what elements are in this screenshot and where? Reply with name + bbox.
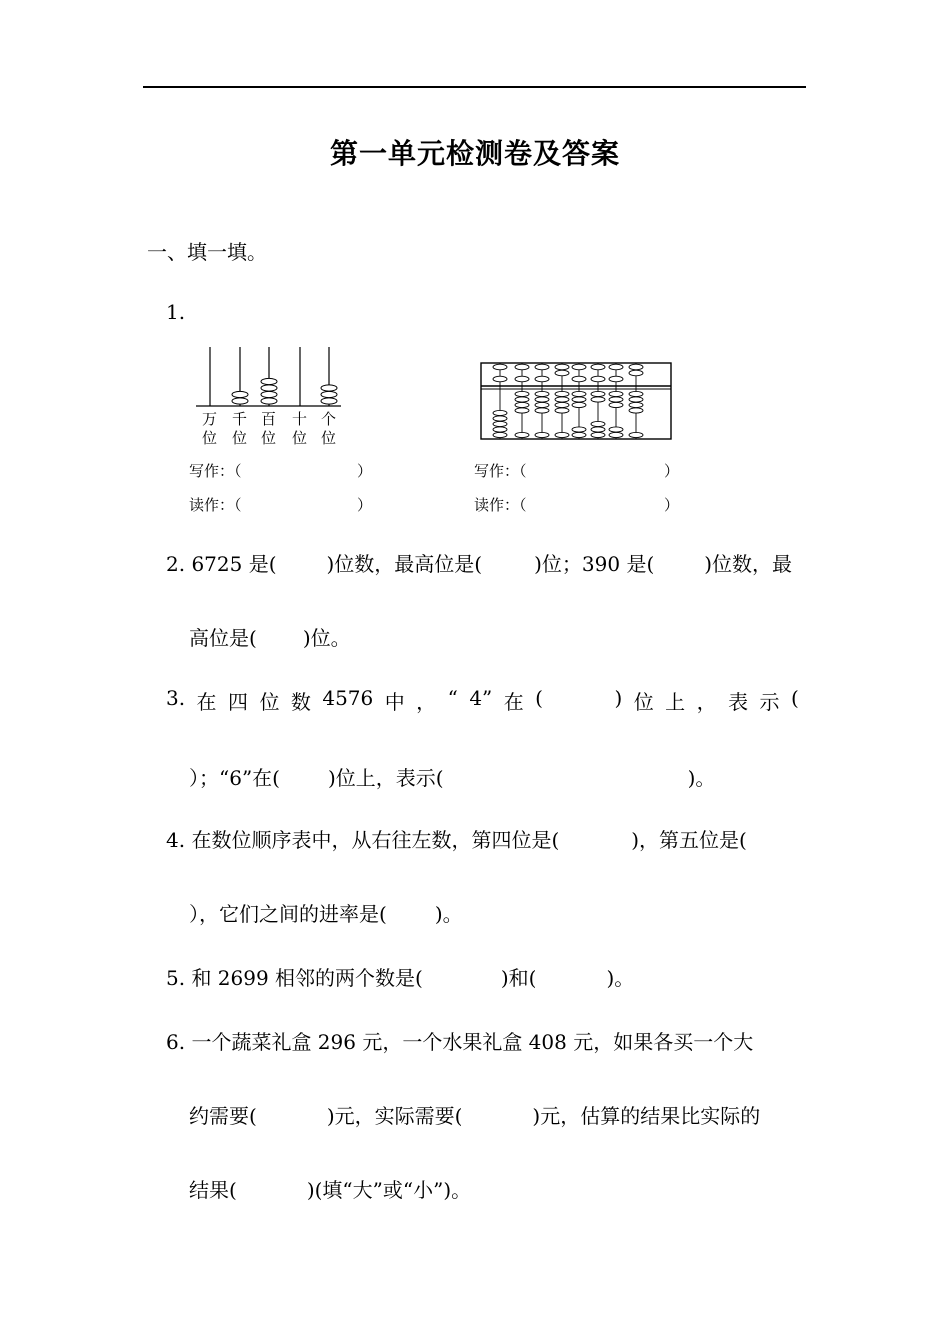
q3-token: 3. xyxy=(166,686,186,710)
abacus-bead xyxy=(591,376,605,382)
abacus-bead xyxy=(629,408,643,413)
read-close-right: ） xyxy=(664,496,680,514)
abacus-bead xyxy=(609,364,623,370)
abacus-bead xyxy=(572,391,586,396)
write-label-left: 写作：（ xyxy=(189,462,242,480)
q2-line2 xyxy=(189,622,351,651)
counter-bead xyxy=(321,391,337,397)
q6-text-a: 约需要( xyxy=(189,1104,257,1128)
q3-token: 在 xyxy=(196,690,217,714)
q5-text-a: 5. 和 2699 相邻的两个数是( xyxy=(166,966,423,990)
write-label-right: 写作：（ xyxy=(474,462,527,480)
q4-text-b: )，第五位是( xyxy=(631,828,747,852)
q2-line1 xyxy=(166,548,792,577)
q4-text-a: 4. 在数位顺序表中，从右往左数，第四位是( xyxy=(166,828,560,852)
abacus-bead xyxy=(535,364,549,370)
abacus-bead xyxy=(591,432,605,437)
abacus-bead xyxy=(591,391,605,396)
counter-sublabel: 位 xyxy=(202,429,218,447)
write-close-left: ） xyxy=(357,462,373,480)
counter-label: 万 xyxy=(202,410,218,428)
counter-bead xyxy=(232,398,248,404)
abacus-bead xyxy=(591,421,605,426)
abacus-bead xyxy=(535,432,549,437)
q3-token: ( xyxy=(790,686,799,710)
abacus-bead xyxy=(535,397,549,402)
abacus-bead xyxy=(572,397,586,402)
q3-token: 4” xyxy=(469,686,493,710)
abacus-bead xyxy=(629,432,643,437)
counter-bead xyxy=(261,385,277,391)
abacus-bead xyxy=(572,432,586,437)
q3-token: 位 xyxy=(633,690,654,714)
q6-text-d: 结果( xyxy=(189,1178,237,1202)
q3-token: 中 xyxy=(384,690,405,714)
abacus-bead xyxy=(629,370,643,376)
counter-label: 千 xyxy=(232,410,248,428)
q3-token: ， xyxy=(696,690,717,714)
q2-text-b: )位数，最高位是( xyxy=(326,552,483,576)
q6-line3 xyxy=(189,1174,471,1203)
write-close-right: ） xyxy=(664,462,680,480)
abacus-bead xyxy=(572,376,586,382)
abacus-bead xyxy=(515,408,529,413)
abacus-bead xyxy=(515,402,529,407)
q3-token: 在 xyxy=(503,690,524,714)
counter-sublabel: 位 xyxy=(321,429,337,447)
abacus-bead xyxy=(572,402,586,407)
abacus-bead xyxy=(493,432,507,437)
page-title: 第一单元检测卷及答案 xyxy=(329,137,620,170)
abacus-bead xyxy=(493,410,507,415)
q4-line2 xyxy=(189,898,463,927)
abacus-bead xyxy=(555,397,569,402)
q3-text-b: )位上，表示( xyxy=(327,766,444,790)
counter-bead xyxy=(261,391,277,397)
q6-text-b: )元，实际需要( xyxy=(326,1104,463,1128)
abacus-bead xyxy=(535,408,549,413)
q2-text-a: 2. 6725 是( xyxy=(166,552,277,576)
q3-text-c: )。 xyxy=(687,766,716,790)
abacus-bead xyxy=(629,391,643,396)
abacus-bead xyxy=(629,364,643,370)
q3-line1 xyxy=(166,686,799,715)
q5-text-c: )。 xyxy=(606,966,635,990)
q3-token: 4576 xyxy=(322,686,374,710)
abacus-bead xyxy=(609,376,623,382)
abacus-bead xyxy=(555,408,569,413)
q6-text-c: )元，估算的结果比实际的 xyxy=(532,1104,761,1128)
q3-token: 示 xyxy=(759,690,780,714)
q4-text-d: )。 xyxy=(434,902,463,926)
abacus-bead xyxy=(629,397,643,402)
q2-text-d: )位数，最 xyxy=(704,552,793,576)
counter-label: 个 xyxy=(321,410,337,428)
abacus-bead xyxy=(493,364,507,370)
abacus-bead xyxy=(493,427,507,432)
header-rule xyxy=(143,86,806,88)
q4-text-c: ），它们之间的进率是( xyxy=(189,902,387,926)
abacus-bead xyxy=(493,376,507,382)
abacus-bead xyxy=(591,427,605,432)
abacus-bead xyxy=(629,402,643,407)
abacus-bead xyxy=(515,397,529,402)
abacus-bead xyxy=(555,370,569,376)
q3-token: 表 xyxy=(728,690,749,714)
q6-text-e: )(填“大”或“小”)。 xyxy=(306,1178,472,1202)
abacus-bead xyxy=(572,364,586,370)
abacus-bead xyxy=(609,427,623,432)
counting-frame xyxy=(196,345,346,407)
abacus-bead xyxy=(515,364,529,370)
abacus-bead xyxy=(515,391,529,396)
abacus-bead xyxy=(515,376,529,382)
q1-number: 1. xyxy=(166,300,186,324)
abacus-bead xyxy=(609,432,623,437)
q2-text-f: )位。 xyxy=(302,626,351,650)
abacus-bead xyxy=(555,402,569,407)
read-label-left: 读作：（ xyxy=(189,496,242,514)
q2-text-c: )位；390 是( xyxy=(534,552,655,576)
abacus-bead xyxy=(535,376,549,382)
abacus-bead xyxy=(515,432,529,437)
q2-text-e: 高位是( xyxy=(189,626,257,650)
q3-token: ， xyxy=(416,690,437,714)
q4-line1 xyxy=(166,824,747,853)
q3-line2 xyxy=(189,762,715,791)
abacus-bead xyxy=(609,397,623,402)
counter-sublabel: 位 xyxy=(261,429,277,447)
abacus-bead xyxy=(535,402,549,407)
abacus-bead xyxy=(555,364,569,370)
abacus-bead xyxy=(493,421,507,426)
q6-line1: 6. 一个蔬菜礼盒 296 元，一个水果礼盒 408 元，如果各买一个大 xyxy=(166,1030,754,1054)
q5-text-b: )和( xyxy=(500,966,537,990)
counter-sublabel: 位 xyxy=(232,429,248,447)
q3-token: “ xyxy=(447,686,458,710)
abacus-bead xyxy=(555,391,569,396)
q3-token: 上 xyxy=(665,690,686,714)
abacus-bead xyxy=(591,364,605,370)
abacus-bead xyxy=(591,397,605,402)
counter-bead xyxy=(261,378,277,384)
counter-bead xyxy=(321,385,337,391)
abacus-bead xyxy=(609,391,623,396)
q3-token: ( xyxy=(535,686,543,710)
counter-label: 百 xyxy=(261,410,277,428)
abacus-bead xyxy=(572,427,586,432)
q6-line2 xyxy=(189,1100,760,1129)
abacus-bead xyxy=(609,402,623,407)
q3-token: 数 xyxy=(290,690,311,714)
counter-bead xyxy=(261,398,277,404)
q3-text-a: ）；“6”在( xyxy=(189,766,280,790)
q3-token: ) xyxy=(614,686,623,710)
counter-bead xyxy=(232,391,248,397)
abacus-bead xyxy=(493,416,507,421)
abacus-bead xyxy=(555,432,569,437)
counter-label: 十 xyxy=(292,410,308,428)
counter-sublabel: 位 xyxy=(292,429,308,447)
q5-line1 xyxy=(166,962,634,991)
section-heading: 一、填一填。 xyxy=(147,240,267,264)
q3-token: 位 xyxy=(259,690,280,714)
abacus-bead xyxy=(535,391,549,396)
q3-token: 四 xyxy=(228,690,248,714)
abacus xyxy=(480,362,672,440)
read-close-left: ） xyxy=(357,496,373,514)
read-label-right: 读作：（ xyxy=(474,496,527,514)
counter-bead xyxy=(321,398,337,404)
